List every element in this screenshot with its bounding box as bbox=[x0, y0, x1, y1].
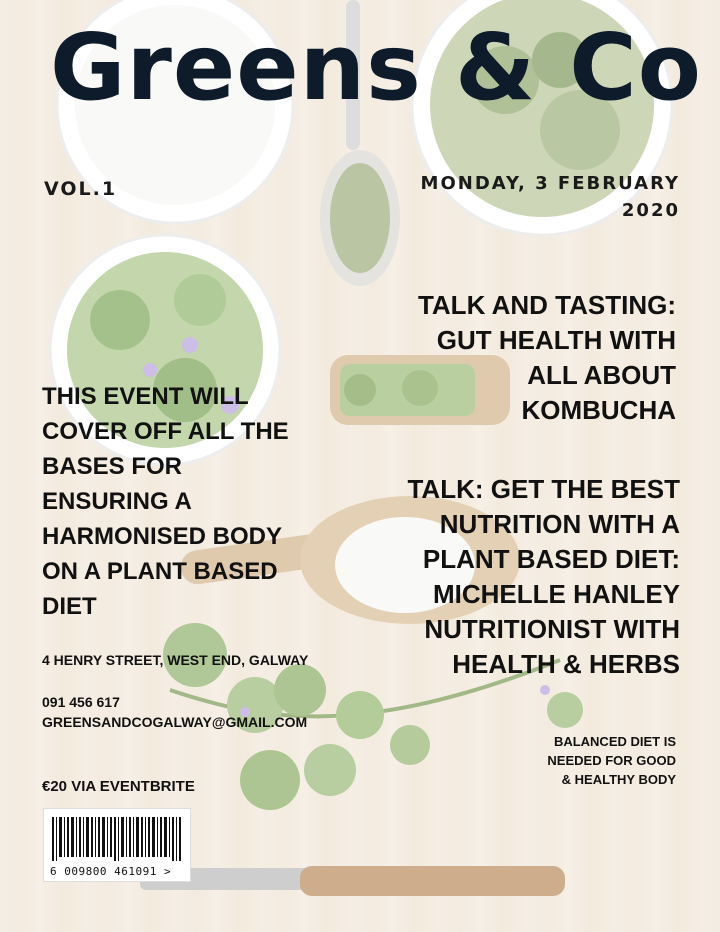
barcode-bars bbox=[52, 817, 182, 861]
ticket-price: €20 VIA EVENTBRITE bbox=[42, 778, 195, 795]
masthead-title: Greens & Co bbox=[50, 14, 702, 121]
email-address: GREENSANDCOGALWAY@GMAIL.COM bbox=[42, 714, 308, 730]
headline-line: NUTRITIONIST WITH bbox=[424, 614, 680, 644]
tagline-line: BALANCED DIET IS bbox=[553, 734, 676, 749]
tagline bbox=[506, 732, 676, 789]
barcode bbox=[43, 808, 191, 882]
right-feature-headline-1 bbox=[316, 288, 676, 428]
issue-year-line: 2020 bbox=[621, 200, 680, 221]
headline-line: GUT HEALTH WITH bbox=[436, 325, 676, 355]
headline-line: TALK AND TASTING: bbox=[417, 290, 676, 320]
headline-line: ON A PLANT BASED bbox=[42, 558, 278, 585]
venue-address: 4 HENRY STREET, WEST END, GALWAY bbox=[42, 652, 309, 668]
issue-date bbox=[380, 170, 680, 224]
headline-line: COVER OFF ALL THE bbox=[42, 418, 289, 445]
headline-line: THIS EVENT WILL bbox=[42, 383, 249, 410]
headline-line: DIET bbox=[42, 593, 97, 620]
headline-line: ALL ABOUT bbox=[527, 360, 676, 390]
headline-line: MICHELLE HANLEY bbox=[433, 579, 680, 609]
headline-line: HARMONISED BODY bbox=[42, 523, 283, 550]
issue-date-line: MONDAY, 3 FEBRUARY bbox=[420, 173, 680, 194]
phone-number: 091 456 617 bbox=[42, 694, 120, 710]
headline-line: TALK: GET THE BEST bbox=[407, 474, 680, 504]
right-feature-headline-2 bbox=[300, 472, 680, 682]
knife-handle bbox=[300, 866, 565, 896]
volume-label: VOL.1 bbox=[44, 178, 118, 200]
headline-line: ENSURING A bbox=[42, 488, 192, 515]
tagline-line: & HEALTHY BODY bbox=[561, 772, 676, 787]
barcode-number: 6 009800 461091 > bbox=[50, 865, 172, 878]
headline-line: BASES FOR bbox=[42, 453, 183, 480]
headline-line: PLANT BASED DIET: bbox=[422, 544, 680, 574]
left-feature-headline bbox=[42, 379, 342, 624]
venue-contact bbox=[42, 692, 307, 732]
headline-line: HEALTH & HERBS bbox=[452, 649, 680, 679]
headline-line: KOMBUCHA bbox=[521, 395, 676, 425]
headline-line: NUTRITION WITH A bbox=[439, 509, 680, 539]
tagline-line: NEEDED FOR GOOD bbox=[547, 753, 676, 768]
